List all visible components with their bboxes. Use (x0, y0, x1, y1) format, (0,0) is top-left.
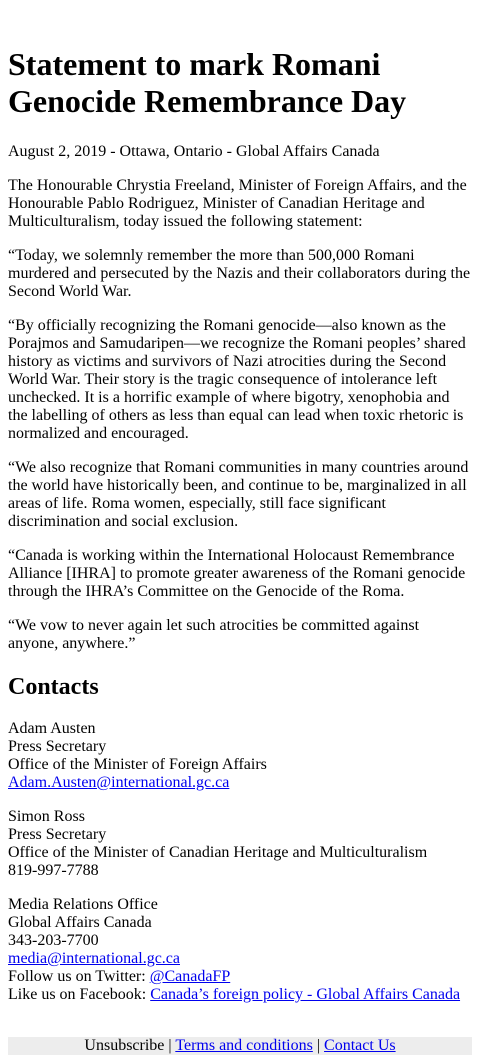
terms-link[interactable]: Terms and conditions (175, 1037, 313, 1054)
contact-us-link[interactable]: Contact Us (324, 1037, 396, 1054)
contact-role: Press Secretary (8, 738, 107, 755)
statement-paragraph: “We also recognize that Romani communities in many countries around the world have historically been, and continue to be, marginalized in all areas of life. Roma women, especially, still face significant discrimination and social exclusion. (8, 459, 469, 530)
contact-block (8, 808, 472, 880)
dateline: August 2, 2019 - Ottawa, Ontario - Global Affairs Canada (8, 143, 380, 160)
contact-name: Simon Ross (8, 808, 85, 825)
facebook-link[interactable]: Canada’s foreign policy - Global Affairs Canada (150, 986, 461, 1003)
contacts-heading: Contacts (8, 674, 99, 700)
statement-paragraph: “By officially recognizing the Romani genocide—also known as the Porajmos and Samudaripen—we recognize the Romani peoples’ shared history as victims and survivors of Nazi atrocities during the Second World War. Their story is the tragic consequence of intolerance left unchecked. It is a horrific example of where bigotry, xenophobia and the labelling of others as less than equal can lead when toxic rhetoric is normalized and encouraged. (8, 317, 466, 442)
media-email-link[interactable]: media@international.gc.ca (8, 950, 180, 967)
footer-separator: | (164, 1037, 176, 1054)
contact-name: Adam Austen (8, 720, 96, 737)
contact-office: Office of the Minister of Foreign Affairs (8, 756, 267, 773)
statement-paragraph: “Today, we solemnly remember the more than 500,000 Romani murdered and persecuted by the Nazis and their collaborators during the Second World War. (8, 247, 471, 300)
contact-block (8, 896, 472, 1004)
statement-paragraph: “Canada is working within the International Holocaust Remembrance Alliance [IHRA] to promote greater awareness of the Romani genocide through the IHRA’s Committee on the Genocide of the Roma. (8, 547, 466, 600)
footer-separator: | (312, 1037, 325, 1054)
contact-phone: 343-203-7700 (8, 932, 99, 949)
contact-name: Media Relations Office (8, 896, 158, 913)
facebook-label: Like us on Facebook: (8, 986, 151, 1003)
contact-office: Office of the Minister of Canadian Heritage and Multiculturalism (8, 844, 428, 861)
contact-phone: 819-997-7788 (8, 862, 99, 879)
page-title: Statement to mark Romani Genocide Remembrance Day (8, 46, 407, 119)
contact-role: Press Secretary (8, 826, 107, 843)
footer-bar (8, 1037, 472, 1055)
twitter-label: Follow us on Twitter: (8, 968, 150, 985)
contact-org: Global Affairs Canada (8, 914, 152, 931)
contact-block (8, 720, 472, 792)
statement-paragraph: “We vow to never again let such atrocities be committed against anyone, anywhere.” (8, 617, 420, 652)
contact-email-link[interactable]: Adam.Austen@international.gc.ca (8, 774, 230, 791)
twitter-link[interactable]: @CanadaFP (149, 968, 231, 985)
unsubscribe-text: Unsubscribe (84, 1037, 165, 1054)
intro-paragraph: The Honourable Chrystia Freeland, Minister of Foreign Affairs, and the Honourable Pablo Rodriguez, Minister of Canadian Heritage and Multiculturalism, today issued the following statement: (8, 177, 467, 230)
